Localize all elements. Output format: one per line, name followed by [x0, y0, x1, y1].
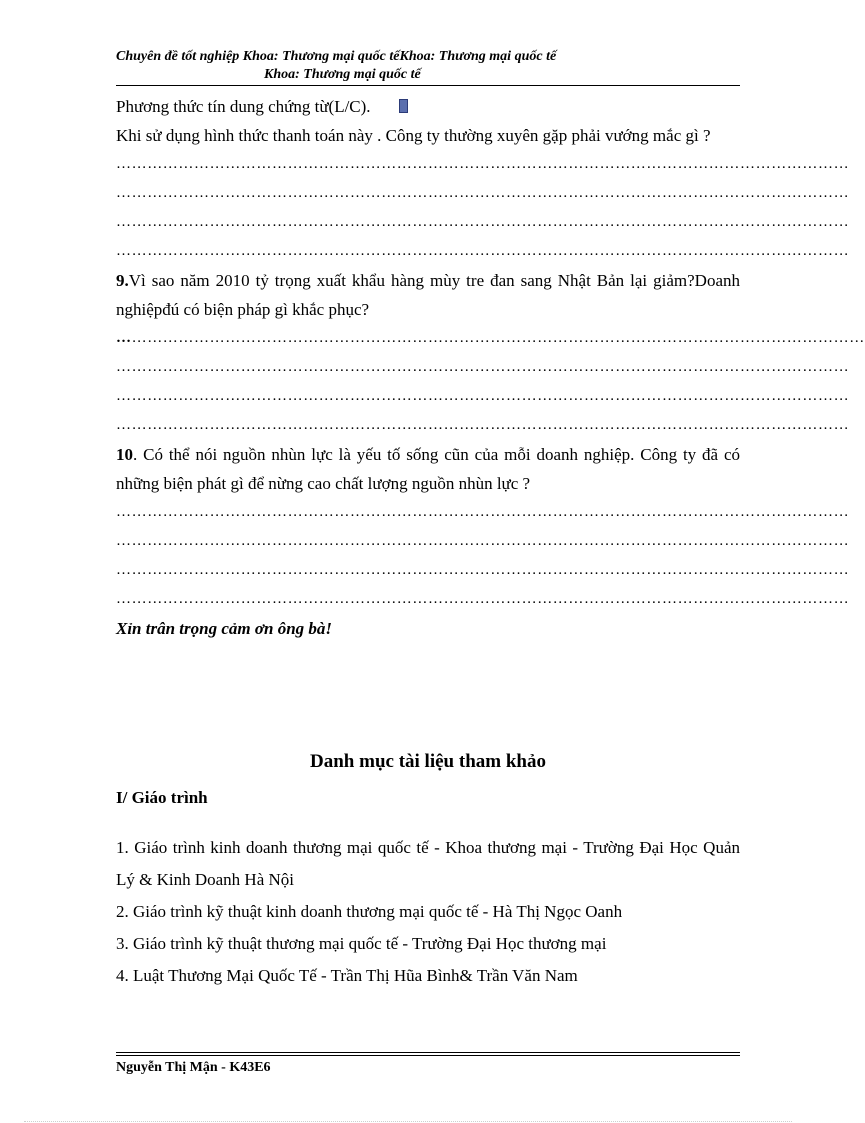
answer-line: …………………………………………………………………………………………………………………………… — [116, 359, 850, 375]
thanks-note: Xỉn trân trọng cảm ơn ông bà! — [116, 619, 333, 638]
lc-item: Phương thức tín dung chứng từ(L/C). — [116, 92, 740, 121]
question-10-text: . Có thể nói nguồn nhùn lực là yếu tố sống cũn của mỗi doanh nghiệp. Công ty đã có những biện phát gì để nừng cao chất lượng nguồn nhùn lực ? — [116, 445, 740, 493]
answer-line: …………………………………………………………………………………………………………………………… — [116, 417, 850, 433]
page-header — [116, 48, 740, 84]
answer-line: ……………………………………………………………………………………………………………………………… — [116, 330, 865, 346]
reference-item: 4. Luật Thương Mại Quốc Tế - Trần Thị Hũa Bình& Trần Văn Nam — [116, 966, 578, 985]
references-list — [116, 832, 740, 992]
answer-line: …………………………………………………………………………………………………………………………… — [116, 504, 850, 520]
answer-line: …………………………………………………………………………………………………………………………… — [116, 562, 850, 578]
survey-body — [116, 92, 865, 643]
reference-item: 2. Giáo trình kỹ thuật kinh doanh thương mại quốc tế - Hà Thị Ngọc Oanh — [116, 902, 623, 921]
references-subsection: I/ Giáo trình — [116, 788, 208, 807]
question-9 — [116, 266, 740, 324]
footer-rule — [116, 1055, 740, 1056]
question-9-text: Vì sao năm 2010 tỷ trọng xuất khẩu hàng mùy tre đan sang Nhật Bản lại giảm?Doanh nghiệpđú có biện pháp gì khắc phục? — [116, 271, 740, 319]
question-9-number: 9. — [116, 271, 129, 290]
reference-item: 1. Giáo trình kinh doanh thương mại quốc tế - Khoa thương mại - Trường Đại Học Quản Lý & Kinh Doanh Hà Nội — [116, 838, 740, 889]
references-section — [116, 748, 740, 992]
question-10-number: 10 — [116, 445, 133, 464]
answer-line: …………………………………………………………………………………………………………………………… — [116, 156, 850, 172]
answer-line: …………………………………………………………………………………………………………………………… — [116, 185, 850, 201]
reference-item: 3. Giáo trình kỹ thuật thương mại quốc tế - Trường Đại Học thương mại — [116, 934, 607, 953]
header-rule — [116, 85, 740, 86]
answer-line: …………………………………………………………………………………………………………………………… — [116, 243, 850, 259]
references-title: Danh mục tài liệu tham khảo — [310, 751, 546, 772]
page-bottom-edge — [24, 1121, 792, 1122]
answer-line: …………………………………………………………………………………………………………………………… — [116, 214, 850, 230]
answer-line: …………………………………………………………………………………………………………………………… — [116, 591, 850, 607]
footer-rule — [116, 1052, 740, 1053]
header-line-2: Khoa: Thương mại quốc tế — [264, 67, 421, 82]
header-line-1: Chuyên đề tốt nghiệp Khoa: Thương mại quốc tếKhoa: Thương mại quốc tế — [116, 49, 557, 64]
anchor-marker-icon — [399, 99, 408, 113]
page-footer: Nguyễn Thị Mận - K43E6 — [116, 1060, 271, 1075]
answer-line: …………………………………………………………………………………………………………………………… — [116, 533, 850, 549]
answer-line: …………………………………………………………………………………………………………………………… — [116, 388, 850, 404]
document-page — [116, 0, 865, 1123]
question-10 — [116, 440, 740, 498]
lc-question: Khi sử dụng hình thức thanh toán này . Công ty thường xuyên gặp phải vướng mắc gì ? — [116, 126, 711, 145]
